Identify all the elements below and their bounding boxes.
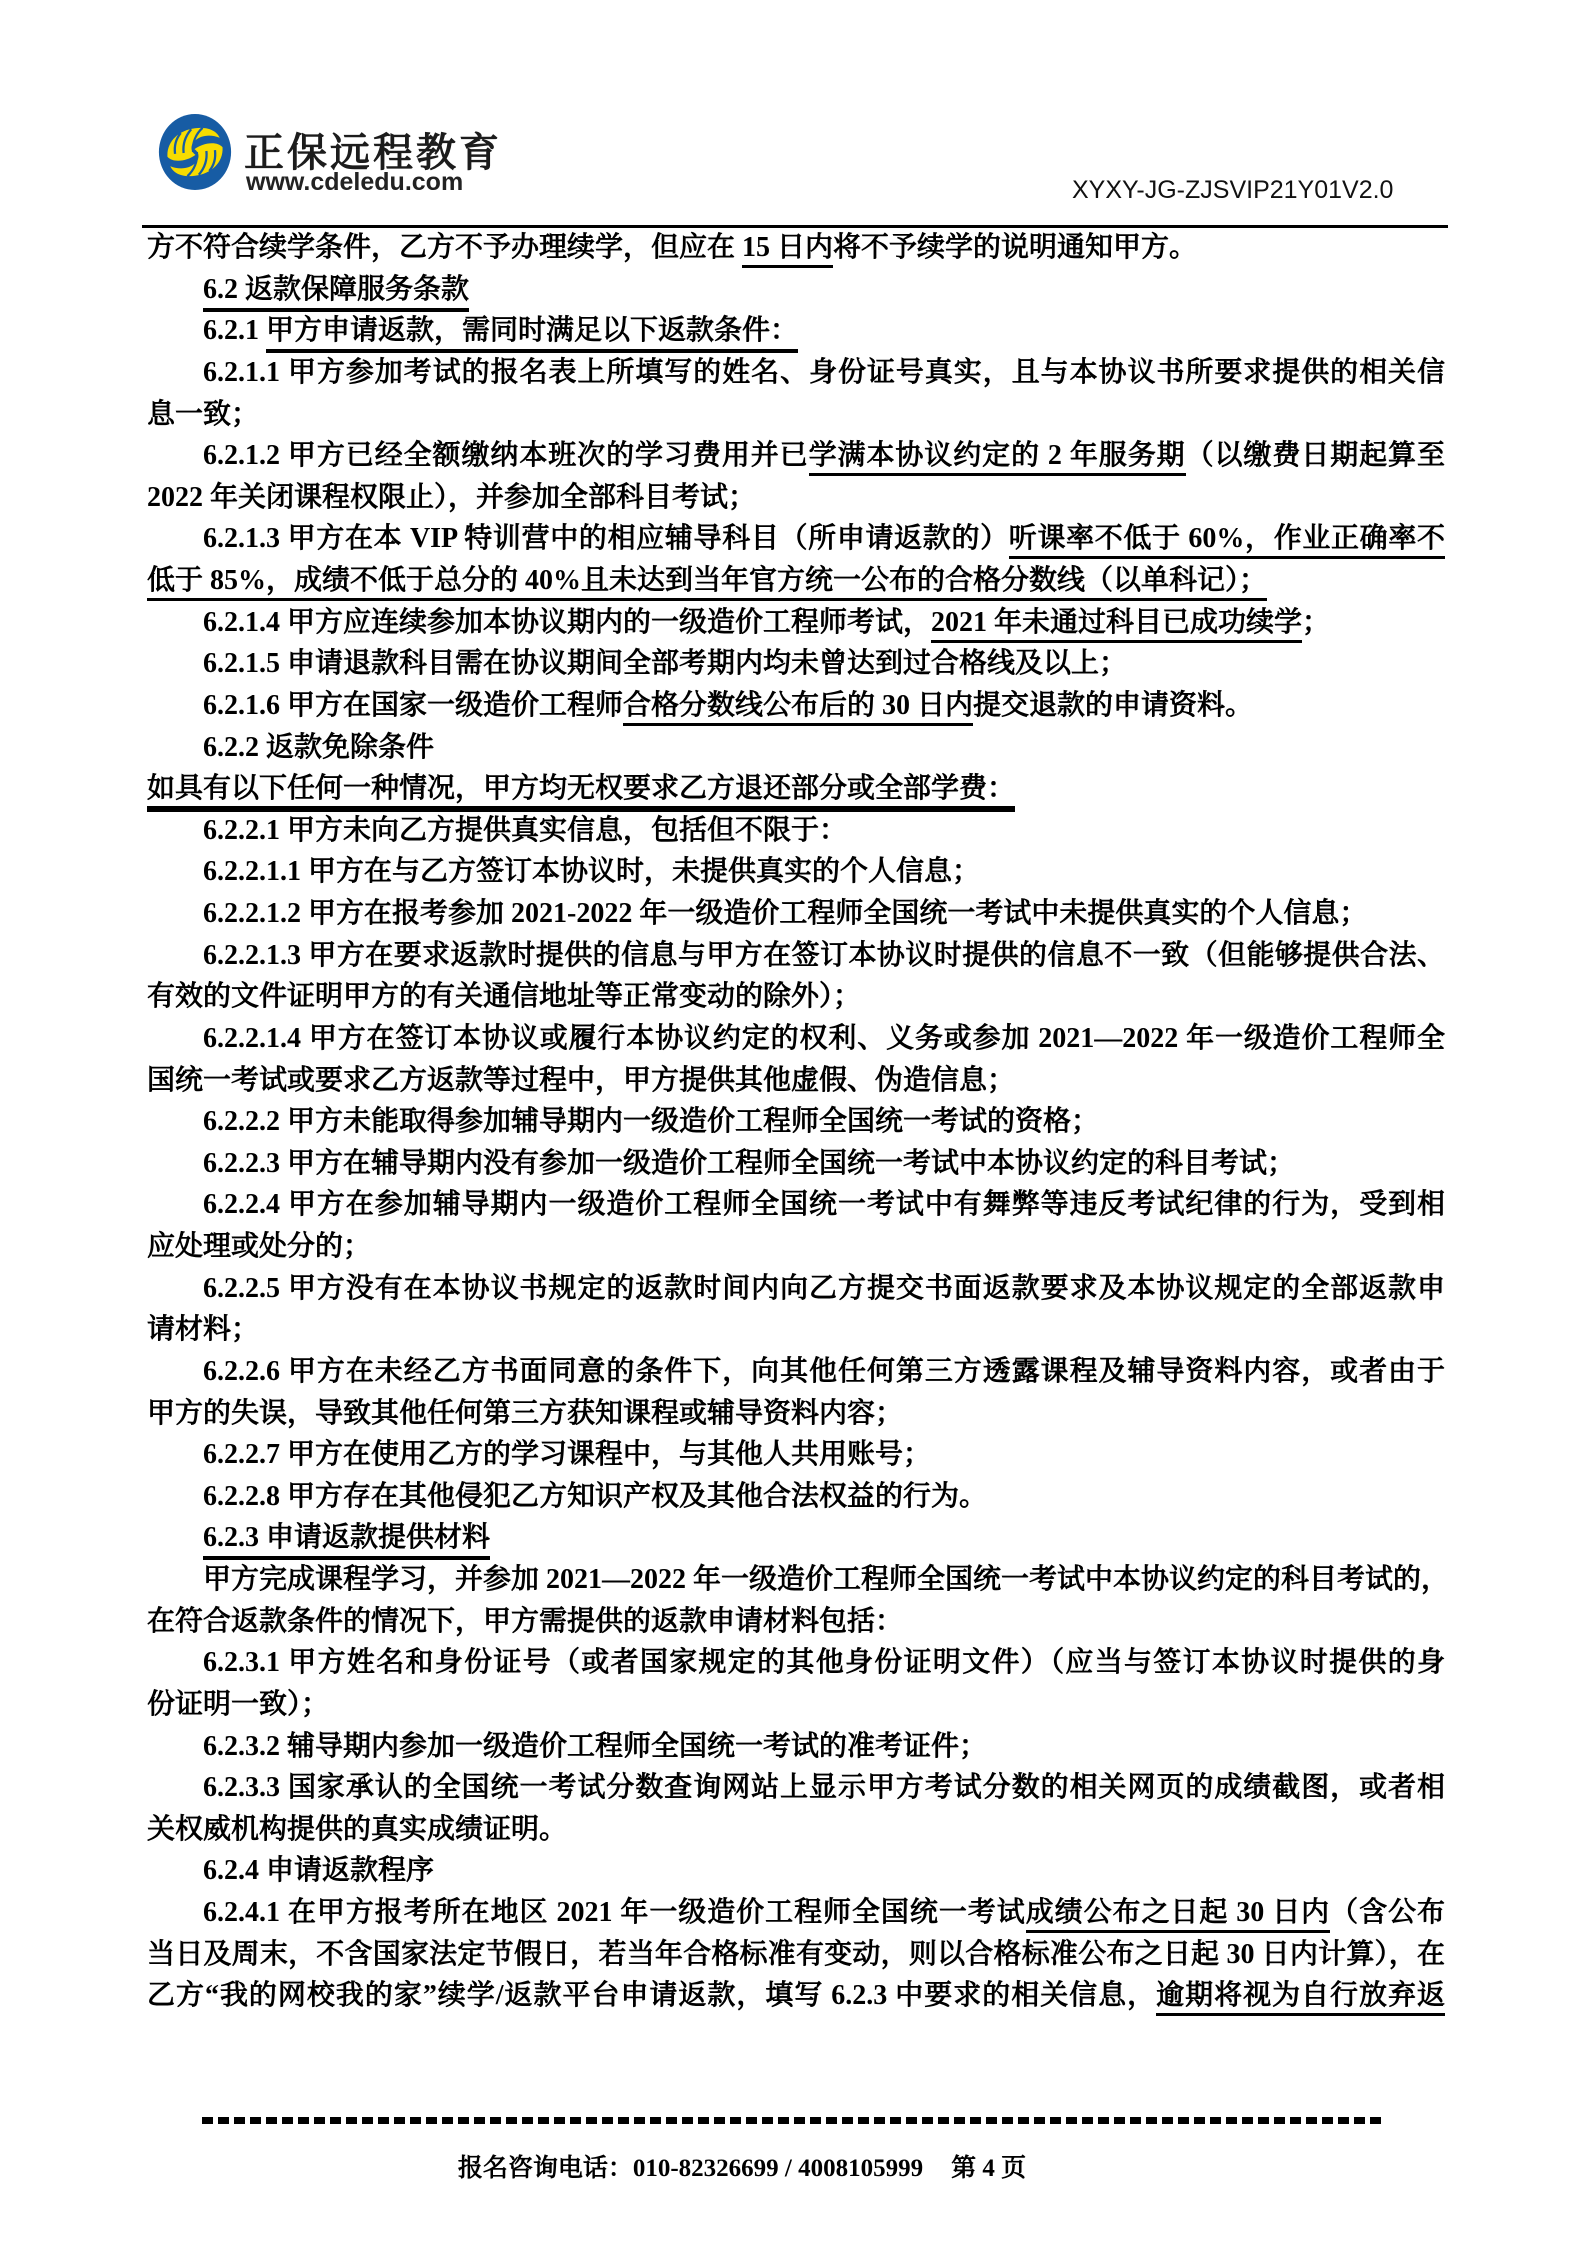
text-run: 甲方完成课程学习，并参加 2021—2022 年一级造价工程师全国统一考试中本协议约定的科目考试的， — [203, 1564, 1450, 1595]
text-line — [147, 602, 1445, 644]
text-run: 方不符合续学条件，乙方不予办理续学，但应在 — [147, 232, 743, 263]
text-line — [147, 643, 1445, 685]
text-run: 6.2.1 — [203, 315, 266, 347]
text-run: 6.2.2.1.1 甲方在与乙方签订本协议时，未提供真实的个人信息； — [203, 856, 981, 888]
brand-name: 正保远程教育 — [244, 131, 502, 175]
text-line — [147, 768, 1445, 810]
text-run: 6.2.2.1 甲方未向乙方提供真实信息，包括但不限于： — [203, 814, 848, 846]
footer-dashed-divider — [202, 2117, 1383, 2124]
text-line — [147, 1184, 1445, 1226]
text-line — [147, 893, 1445, 935]
footer-phone: 报名咨询电话：010-82326699 / 4008105999 — [457, 2155, 924, 2182]
text-run: 6.2.2.7 甲方在使用乙方的学习课程中，与其他人共用账号； — [203, 1439, 932, 1471]
footer-page-number: 第 4 页 — [951, 2155, 1027, 2182]
text-line — [147, 1060, 1445, 1102]
text-run: 6.2.2.8 甲方存在其他侵犯乙方知识产权及其他合法权益的行为。 — [203, 1480, 988, 1512]
text-line — [147, 1351, 1445, 1393]
text-run: 甲方的失误，导致其他任何第三方获知课程或辅导资料内容； — [147, 1397, 904, 1429]
text-run: 6.2.1.4 甲方应连续参加本协议期内的一级造价工程师考试， — [203, 606, 932, 638]
text-line — [147, 1642, 1445, 1684]
underlined-text: 2021 年未通过科目已成功续学 — [931, 607, 1302, 643]
text-run: 当日及周末，不含国家法定节假日，若当年合格标准有变动，则以合格标准公布之日起 30 日内计算），在 — [147, 1938, 1445, 1970]
footer-text — [147, 2148, 1337, 2184]
text-run: 6.2.4 申请返款程序 — [203, 1855, 435, 1887]
underlined-text: 6.2 返款保障服务条款 — [203, 274, 469, 312]
text-line — [147, 1143, 1445, 1185]
text-line — [147, 394, 1445, 436]
text-run: 应处理或处分的； — [147, 1231, 372, 1262]
text-run: 乙方“我的网校我的家”续学/返款平台申请返款，填写 6.2.3 中要求的相关信息， — [147, 1980, 1157, 2012]
text-line — [147, 352, 1445, 394]
underlined-text: 6.2.3 申请返款提供材料 — [203, 1522, 490, 1560]
underlined-text: 甲方申请返款，需同时满足以下返款条件： — [266, 315, 798, 353]
cdel-logo-icon — [157, 112, 233, 192]
underlined-text: 学满本协议约定的 2 年服务期 — [809, 440, 1186, 476]
text-run: 有效的文件证明甲方的有关通信地址等正常变动的除外）； — [147, 981, 862, 1013]
text-run: 息一致； — [147, 398, 260, 430]
text-line — [147, 851, 1445, 893]
text-line — [147, 1309, 1445, 1351]
text-line — [147, 477, 1445, 519]
underlined-text: 合格分数线公布后的 30 日内 — [623, 690, 973, 726]
text-line — [147, 269, 1445, 311]
text-line — [147, 1726, 1445, 1768]
text-line — [147, 1892, 1445, 1934]
document-code: XYXY-JG-ZJSVIP21Y01V2.0 — [1072, 176, 1394, 204]
text-line — [147, 685, 1445, 727]
text-line — [147, 935, 1445, 977]
document-body — [147, 227, 1450, 2017]
text-run: 关权威机构提供的真实成绩证明。 — [147, 1813, 568, 1845]
text-line — [147, 1476, 1445, 1518]
text-run: 6.2.2.2 甲方未能取得参加辅导期内一级造价工程师全国统一考试的资格； — [203, 1106, 1100, 1138]
text-line — [147, 1018, 1445, 1060]
underlined-text: 低于 85%，成绩不低于总分的 40%且未达到当年官方统一公布的合格分数线（以单科记）； — [147, 565, 1267, 601]
text-line — [147, 1268, 1445, 1310]
text-line — [147, 1226, 1445, 1268]
text-run: 6.2.2.1.2 甲方在报考参加 2021-2022 年一级造价工程师全国统一考试中未提供真实的个人信息； — [203, 898, 1368, 929]
text-run: 份证明一致）； — [147, 1688, 330, 1720]
text-line — [147, 310, 1445, 352]
text-run: 将不予续学的说明通知甲方。 — [833, 232, 1198, 263]
text-line — [147, 976, 1445, 1018]
underlined-text: 如具有以下任何一种情况，甲方均无权要求乙方退还部分或全部学费： — [147, 773, 1015, 812]
text-line — [147, 1767, 1445, 1809]
text-line — [147, 1684, 1445, 1726]
text-line — [147, 1809, 1445, 1851]
text-line — [147, 1101, 1445, 1143]
underlined-text: 听课率不低于 60%，作业正确率不 — [1009, 523, 1445, 559]
text-run: （含公布 — [1330, 1897, 1445, 1928]
text-run: 6.2.1.5 申请退款科目需在协议期间全部考期内均未曾达到过合格线及以上； — [203, 648, 1128, 680]
text-line — [147, 727, 1445, 769]
text-line — [147, 1434, 1445, 1476]
text-run: 国统一考试或要求乙方返款等过程中，甲方提供其他虚假、伪造信息； — [147, 1064, 1016, 1096]
text-run: 6.2.3.3 国家承认的全国统一考试分数查询网站上显示甲方考试分数的相关网页的成绩截图，或者相 — [203, 1772, 1445, 1804]
text-line — [147, 1601, 1445, 1643]
text-line — [147, 518, 1445, 560]
text-run: 2022 年关闭课程权限止），并参加全部科目考试； — [147, 481, 757, 513]
text-run: 6.2.1.1 甲方参加考试的报名表上所填写的姓名、身份证号真实，且与本协议书所要求提供的相关信 — [203, 356, 1445, 388]
text-run: 6.2.1.6 甲方在国家一级造价工程师 — [203, 689, 624, 721]
text-run: 6.2.1.3 甲方在本 VIP 特训营中的相应辅导科目（所申请返款的） — [203, 523, 1009, 555]
text-run: 6.2.2.4 甲方在参加辅导期内一级造价工程师全国统一考试中有舞弊等违反考试纪律的行为，受到相 — [203, 1189, 1445, 1221]
text-run: 6.2.2.3 甲方在辅导期内没有参加一级造价工程师全国统一考试中本协议约定的科目考试； — [203, 1147, 1296, 1179]
text-line — [147, 227, 1445, 269]
text-run: 6.2.2.6 甲方在未经乙方书面同意的条件下，向其他任何第三方透露课程及辅导资料内容，或者由于 — [203, 1355, 1445, 1387]
text-run: ； — [1302, 606, 1331, 638]
text-run: 6.2.1.2 甲方已经全额缴纳本班次的学习费用并已 — [203, 440, 809, 472]
text-run: 6.2.3.1 甲方姓名和身份证号（或者国家规定的其他身份证明文件）（应当与签订本协议时提供的身 — [203, 1647, 1445, 1679]
text-run: 6.2.2.5 甲方没有在本协议书规定的返款时间内向乙方提交书面返款要求及本协议规定的全部返款申 — [203, 1272, 1445, 1304]
text-line — [147, 1975, 1445, 2017]
text-run: 6.2.2.1.4 甲方在签订本协议或履行本协议约定的权利、义务或参加 2021—2022 年一级造价工程师全 — [203, 1022, 1445, 1054]
text-run: （以缴费日期起算至 — [1185, 440, 1445, 472]
text-run: 在符合返款条件的情况下，甲方需提供的返款申请材料包括： — [147, 1605, 904, 1637]
underlined-text: 成绩公布之日起 30 日内 — [1026, 1897, 1330, 1933]
text-run: 6.2.3.2 辅导期内参加一级造价工程师全国统一考试的准考证件； — [203, 1730, 988, 1762]
text-line — [147, 1393, 1445, 1435]
text-line — [147, 560, 1445, 602]
text-line — [147, 435, 1445, 477]
brand-website: www.cdeledu.com — [246, 168, 464, 196]
text-run: 6.2.2 返款免除条件 — [203, 731, 435, 763]
text-line — [147, 1850, 1445, 1892]
text-line — [147, 1517, 1445, 1559]
underlined-text: 逾期将视为自行放弃返 — [1156, 1980, 1445, 2016]
text-run: 提交退款的申请资料。 — [973, 689, 1254, 721]
text-line — [147, 1559, 1450, 1601]
text-run: 6.2.4.1 在甲方报考所在地区 2021 年一级造价工程师全国统一考试 — [203, 1897, 1026, 1928]
text-run: 6.2.2.1.3 甲方在要求返款时提供的信息与甲方在签订本协议时提供的信息不一致（但能够提供合法、 — [203, 939, 1445, 971]
underlined-text: 15 日内 — [742, 232, 833, 268]
text-line — [147, 1934, 1445, 1976]
text-run: 请材料； — [147, 1314, 260, 1346]
text-line — [147, 810, 1445, 852]
